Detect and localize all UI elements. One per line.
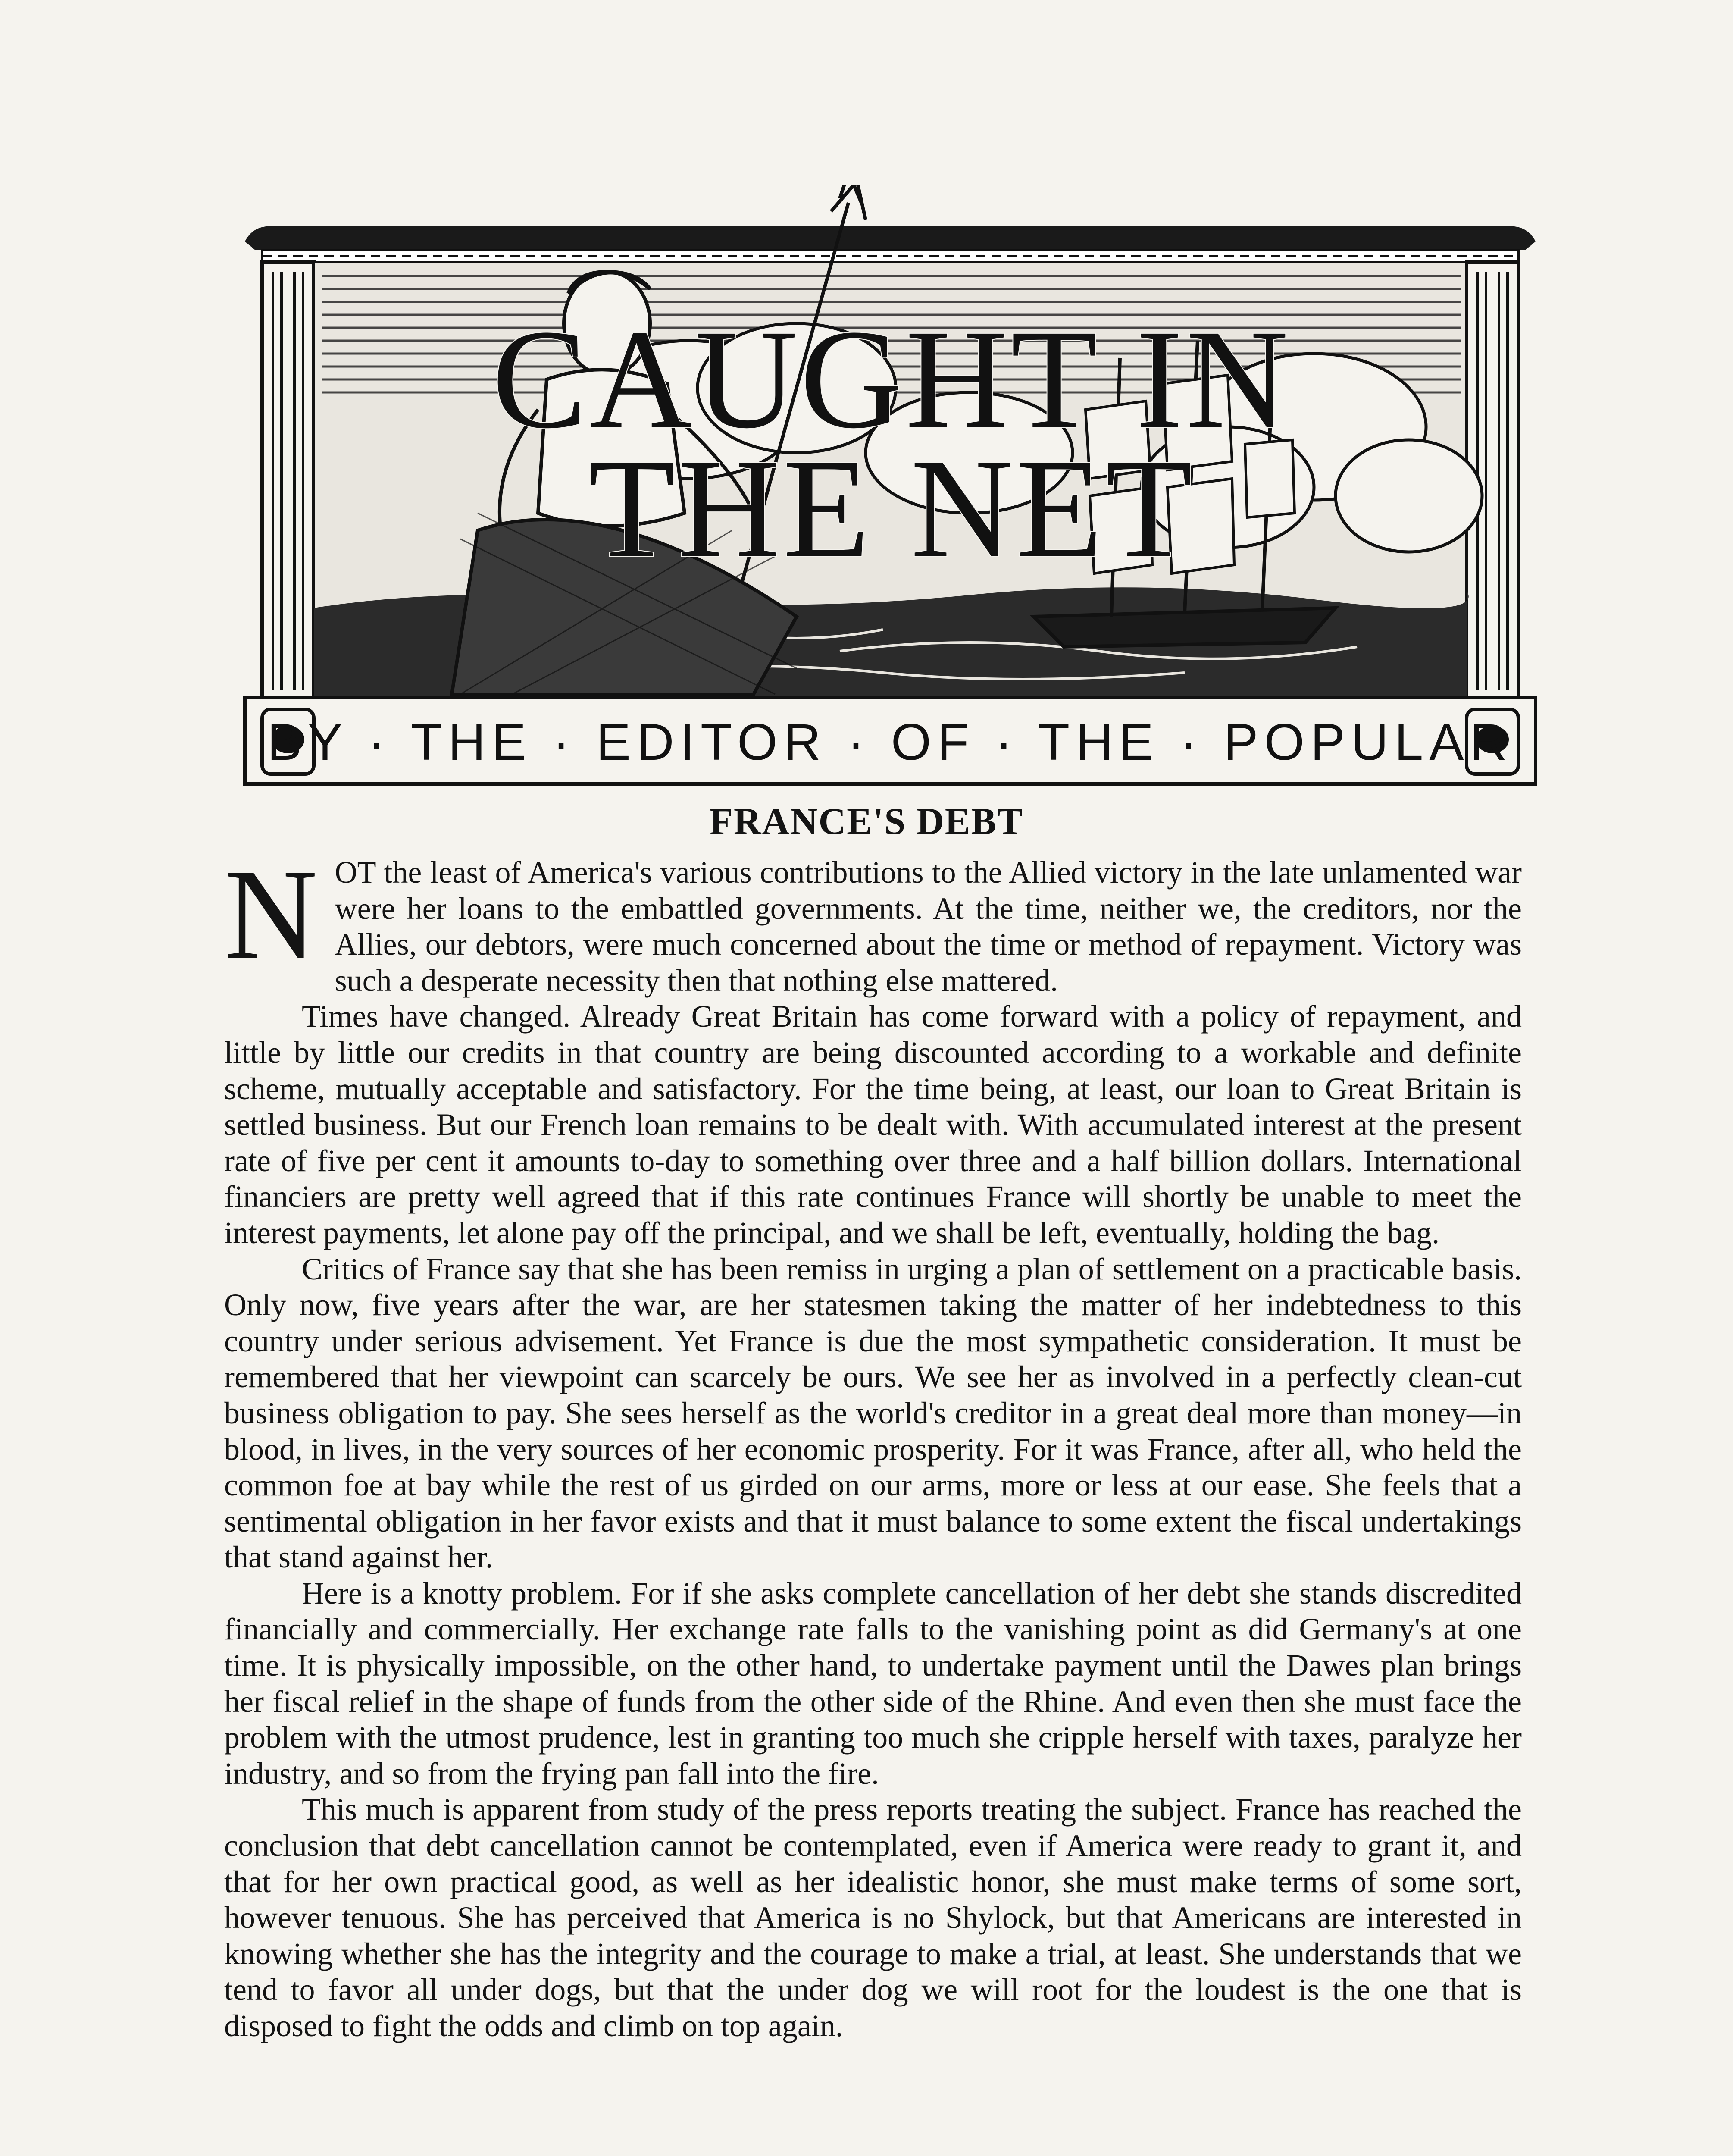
article-body — [224, 843, 1522, 2044]
paragraph-text: OT the least of America's various contributions to the Allied victory in the late unlamented war were her loans to the embattled governments. At the time, neither we, the creditors, nor the Allies, our debtors, were much concerned about the time or method of repayment. Victory was such a desperate necessity then that nothing else mattered. — [335, 855, 1522, 998]
article-paragraph-4: Here is a knotty problem. For if she asks complete cancellation of her debt she stands discredited financially and commercially. Her exchange rate falls to the vanishing point as did Germany's at one time. It is physically impossible, on the other hand, to undertake payment until the Dawes plan brings her fiscal relief in the shape of funds from the other side of the Rhine. And even then she must face the problem with the utmost prudence, lest in granting too much she cripple herself with taxes, paralyze her industry, and so from the frying pan fall into the fire. — [224, 1576, 1522, 1791]
article-headline: FRANCE'S DEBT — [710, 801, 1023, 843]
article-paragraph-3: Critics of France say that she has been remiss in urging a plan of settlement on a practicable basis. Only now, five years after the war, are her statesmen taking the matter of her indebtedness to this country under serious advisement. Yet France is due the most sympathetic consideration. It must be remembered that her viewpoint can scarcely be ours. We see her as involved in a perfectly clean-cut business obligation to pay. She sees herself as the world's creditor in a great deal more than money—in blood, in lives, in the very sources of her economic prosperity. For it was France, after all, who held the common foe at bay while the rest of us girded on our arms, more or less at our ease. She feels that a sentimental obligation in her favor exists and that it must balance to some extent the fiscal undertakings that stand against her. — [224, 1251, 1522, 1575]
article-paragraph-5: This much is apparent from study of the press reports treating the subject. France has reached the conclusion that debt cancellation cannot be contemplated, even if America were ready to grant it, and that for her own practical good, as well as her idealistic honor, she must make terms of some sort, however tenuous. She has perceived that America is no Shylock, but that Americans are interested in knowing whether she has the integrity and the courage to make a trial, at least. She understands that we tend to favor all under dogs, but that the under dog we will root for the loudest is the one that is disposed to fight the odds and climb on top again. — [224, 1792, 1522, 2043]
byline: BY · THE · EDITOR · OF · THE · POPULAR — [267, 713, 1514, 771]
banner-illustration — [236, 185, 1544, 789]
drop-cap: N — [224, 843, 318, 986]
banner-title-line-2: THE NET — [588, 430, 1195, 587]
article-paragraph-1 — [224, 843, 1522, 999]
header-banner — [236, 185, 1544, 789]
banner-title-line-1: CAUGHT IN — [492, 301, 1291, 458]
article-paragraph-2: Times have changed. Already Great Britain has come forward with a policy of repayment, and little by little our credits in that country are being discounted according to a workable and definite scheme, mutually acceptable and satisfactory. For the time being, at least, our loan to Great Britain is settled business. But our French loan remains to be dealt with. With accumulated interest at the present rate of five per cent it amounts to-day to something over three and a half billion dollars. International financiers are pretty well agreed that if this rate continues France will shortly be unable to meet the interest payments, let alone pay off the principal, and we shall be left, eventually, holding the bag. — [224, 999, 1522, 1250]
